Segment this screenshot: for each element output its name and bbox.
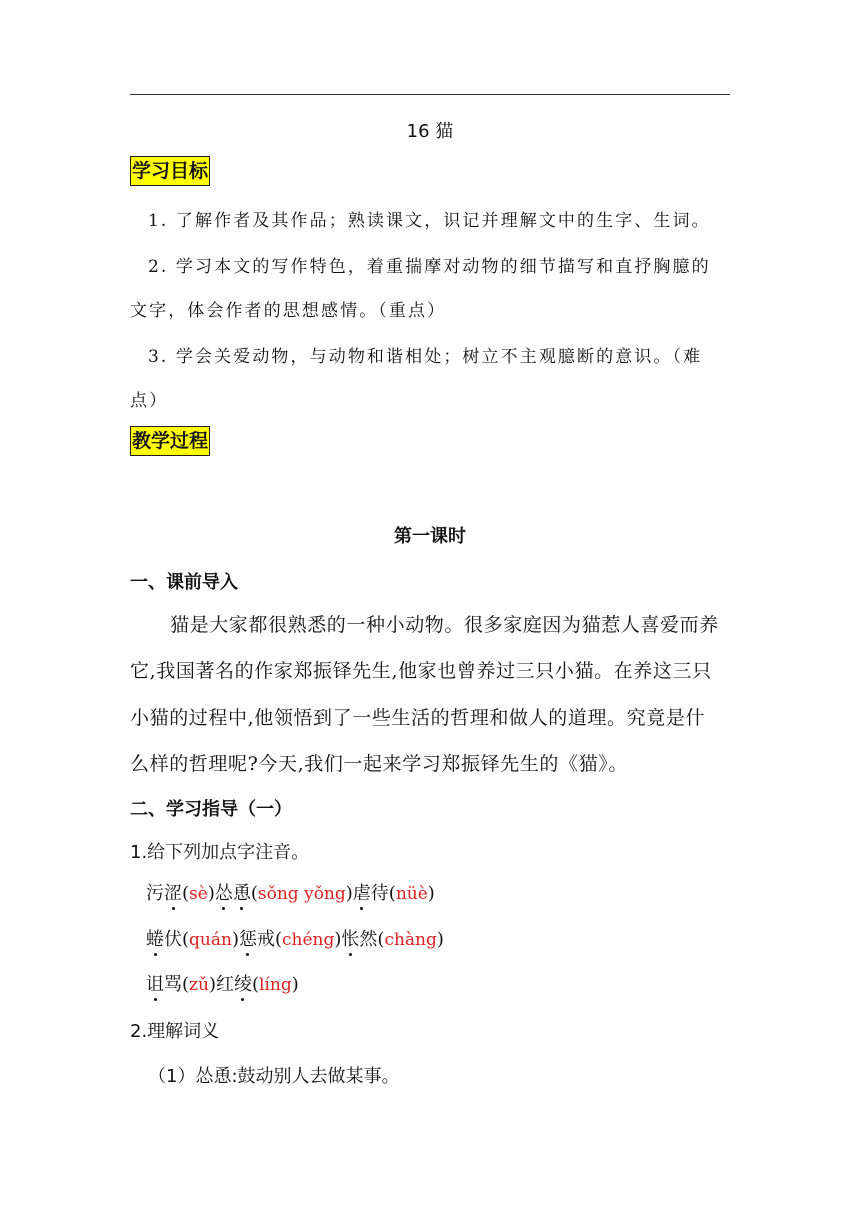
goal-3-line-1: 3. 学会关爱动物，与动物和谐相处；树立不主观臆断的意识。（难 [148, 347, 703, 367]
dotted-char: 怂 [214, 883, 233, 904]
goal-2-line-2: 文字，体会作者的思想感情。（重点） [130, 301, 447, 321]
dotted-char: 蜷 [146, 929, 164, 950]
goals-heading: 学习目标 [130, 156, 210, 186]
process-heading: 教学过程 [130, 426, 210, 456]
pinyin-row-3: 诅骂(zǔ)红绫(líng) [146, 974, 299, 995]
intro-line-2: 它,我国著名的作家郑振铎先生,他家也曾养过三只小猫。在养这三只 [130, 660, 712, 682]
pinyin-answer: sǒng yǒng [257, 884, 346, 904]
goals-heading-row [130, 156, 730, 186]
dotted-char: 恿 [232, 883, 251, 904]
pinyin-row-2: 蜷伏(quán)惩戒(chéng)怅然(chàng) [146, 929, 444, 950]
dotted-char: 绫 [233, 974, 252, 995]
header-rule [130, 94, 730, 95]
pinyin-answer: nüè [395, 884, 428, 904]
goal-1: 1. 了解作者及其作品；熟读课文，识记并理解文中的生字、生词。 [148, 211, 711, 231]
word-char: 污 [146, 883, 164, 904]
dotted-char: 惩 [238, 929, 257, 950]
word-char: 红 [215, 974, 234, 995]
intro-line-1: 猫是大家都很熟悉的一种小动物。很多家庭因为猫惹人喜爱而养 [170, 614, 719, 636]
definition-1: （1）怂恿:鼓动别人去做某事。 [148, 1066, 400, 1087]
word-char: 待 [370, 883, 389, 904]
dotted-char: 虐 [352, 883, 371, 904]
word-char: 骂 [164, 974, 182, 995]
pinyin-answer: sè [189, 884, 208, 904]
word-char: 伏 [164, 929, 182, 950]
goal-3-line-2: 点） [130, 391, 169, 411]
pinyin-answer: chàng [384, 930, 437, 950]
question-1: 1.给下列加点字注音。 [130, 842, 310, 863]
part2-heading: 二、学习指导（一） [130, 799, 292, 820]
process-heading-row [130, 426, 730, 456]
word-char: 然 [359, 929, 378, 950]
dotted-char: 涩 [164, 883, 182, 904]
lesson-period-title: 第一课时 [394, 526, 466, 547]
dotted-char: 诅 [146, 974, 164, 995]
pinyin-answer: líng [259, 975, 292, 995]
intro-line-3: 小猫的过程中,他领悟到了一些生活的哲理和做人的道理。究竟是什 [130, 707, 706, 729]
pinyin-answer: chéng [282, 930, 335, 950]
pinyin-answer: quán [189, 930, 232, 950]
intro-line-4: 么样的哲理呢?今天,我们一起来学习郑振铎先生的《猫》。 [130, 753, 628, 775]
word-char: 戒 [256, 929, 275, 950]
pinyin-answer: zǔ [189, 975, 209, 995]
question-2: 2.理解词义 [130, 1021, 220, 1042]
part1-heading: 一、课前导入 [130, 572, 238, 593]
lesson-title: 16 猫 [406, 121, 454, 142]
pinyin-row-1: 污涩(sè)怂恿(sǒng yǒng)虐待(nüè) [146, 883, 435, 904]
goal-2-line-1: 2. 学习本文的写作特色，着重揣摩对动物的细节描写和直抒胸臆的 [148, 257, 711, 277]
dotted-char: 怅 [341, 929, 360, 950]
